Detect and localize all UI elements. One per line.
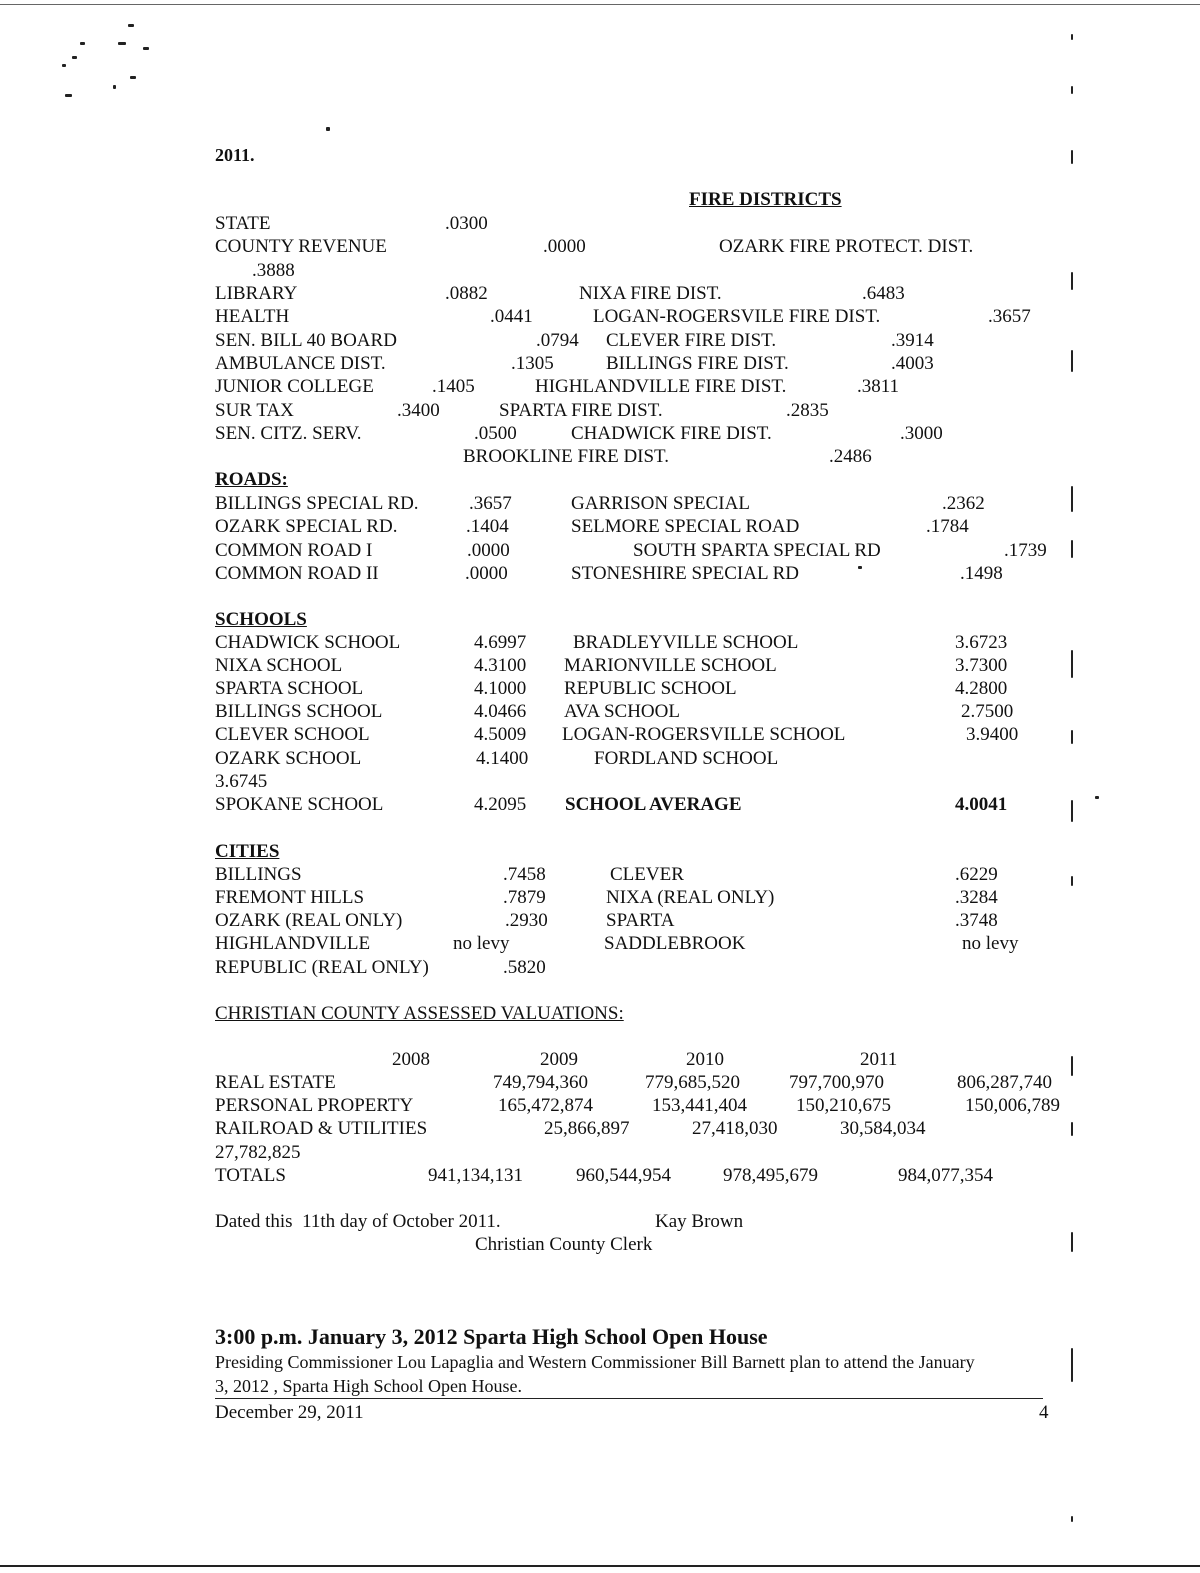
school-value: 3.6723 bbox=[955, 632, 1008, 653]
road-value: .0000 bbox=[465, 563, 508, 584]
road-value: .3657 bbox=[469, 493, 512, 514]
fire-district-value: .3914 bbox=[891, 330, 934, 351]
scan-edge-mark bbox=[1071, 1348, 1073, 1382]
scan-edge-mark bbox=[1071, 150, 1073, 164]
agenda-body-line: Presiding Commissioner Lou Lapaglia and Western Commissioner Bill Barnett plan to attend the January bbox=[215, 1352, 975, 1372]
scan-speck bbox=[62, 64, 66, 67]
city-value: .7879 bbox=[503, 887, 546, 908]
scan-edge-mark bbox=[1071, 272, 1073, 290]
levy-value: .0300 bbox=[445, 213, 488, 234]
school-label: OZARK SCHOOL bbox=[215, 748, 362, 769]
city-label: SPARTA bbox=[606, 910, 675, 931]
scan-bottom-edge bbox=[0, 1565, 1200, 1567]
road-value: .1784 bbox=[926, 516, 969, 537]
fire-district-label: NIXA FIRE DIST. bbox=[579, 283, 722, 304]
valuation-year: 2011 bbox=[860, 1049, 898, 1070]
scan-edge-mark bbox=[1071, 876, 1073, 886]
scan-edge-mark bbox=[1071, 730, 1073, 744]
levy-label: SEN. CITZ. SERV. bbox=[215, 423, 362, 444]
clerk-title: Christian County Clerk bbox=[475, 1234, 653, 1255]
levy-label: HEALTH bbox=[215, 306, 290, 327]
fire-district-label: SPARTA FIRE DIST. bbox=[499, 400, 663, 421]
city-value: .6229 bbox=[955, 864, 998, 885]
valuation-value: 153,441,404 bbox=[652, 1095, 747, 1116]
fire-district-value: .2835 bbox=[786, 400, 829, 421]
agenda-body-line: 3, 2012 , Sparta High School Open House. bbox=[215, 1376, 522, 1396]
road-value: .1498 bbox=[960, 563, 1003, 584]
valuation-value: 941,134,131 bbox=[428, 1165, 523, 1186]
dated-line: Dated this 11th day of October 2011. bbox=[215, 1211, 501, 1232]
road-label: COMMON ROAD II bbox=[215, 563, 379, 584]
valuation-label: TOTALS bbox=[215, 1165, 286, 1186]
valuation-label: PERSONAL PROPERTY bbox=[215, 1095, 414, 1116]
scan-speck bbox=[858, 566, 862, 569]
school-value: 4.5009 bbox=[474, 724, 527, 745]
scan-top-edge bbox=[0, 4, 1200, 5]
valuations-heading: CHRISTIAN COUNTY ASSESSED VALUATIONS: bbox=[215, 1003, 624, 1024]
scan-speck bbox=[118, 42, 126, 45]
valuation-year: 2008 bbox=[392, 1049, 430, 1070]
valuation-value: 779,685,520 bbox=[645, 1072, 740, 1093]
city-value: .2930 bbox=[505, 910, 548, 931]
road-value: .0000 bbox=[467, 540, 510, 561]
scan-speck bbox=[80, 42, 85, 45]
school-value: 3.7300 bbox=[955, 655, 1008, 676]
school-label: MARIONVILLE SCHOOL bbox=[564, 655, 777, 676]
school-value: 4.6997 bbox=[474, 632, 527, 653]
fire-district-label: CLEVER FIRE DIST. bbox=[606, 330, 777, 351]
valuation-value: 984,077,354 bbox=[898, 1165, 993, 1186]
valuation-value: 797,700,970 bbox=[789, 1072, 884, 1093]
city-label: NIXA (REAL ONLY) bbox=[606, 887, 775, 908]
road-value: .1404 bbox=[466, 516, 509, 537]
page-number: 4 bbox=[1039, 1402, 1049, 1423]
roads-heading: ROADS: bbox=[215, 469, 288, 490]
school-label: NIXA SCHOOL bbox=[215, 655, 343, 676]
school-label: BILLINGS SCHOOL bbox=[215, 701, 383, 722]
scan-speck bbox=[1095, 796, 1099, 799]
school-value: 3.9400 bbox=[966, 724, 1019, 745]
valuation-label: RAILROAD & UTILITIES bbox=[215, 1118, 428, 1139]
levy-label: COUNTY REVENUE bbox=[215, 236, 387, 257]
road-value: .2362 bbox=[942, 493, 985, 514]
levy-value: .1405 bbox=[432, 376, 475, 397]
scan-edge-mark bbox=[1071, 1232, 1073, 1252]
valuation-value: 150,006,789 bbox=[965, 1095, 1060, 1116]
levy-value: .1305 bbox=[511, 353, 554, 374]
school-label: SPARTA SCHOOL bbox=[215, 678, 364, 699]
school-label: CLEVER SCHOOL bbox=[215, 724, 370, 745]
scan-speck bbox=[130, 76, 136, 79]
valuation-value: 27,782,825 bbox=[215, 1142, 301, 1163]
road-label: SOUTH SPARTA SPECIAL RD bbox=[633, 540, 881, 561]
valuation-value: 960,544,954 bbox=[576, 1165, 671, 1186]
fire-district-value: .6483 bbox=[862, 283, 905, 304]
clerk-name: Kay Brown bbox=[655, 1211, 744, 1232]
scan-edge-mark bbox=[1071, 650, 1073, 678]
fire-district-label: BROOKLINE FIRE DIST. bbox=[463, 446, 670, 467]
fire-district-value: .2486 bbox=[829, 446, 872, 467]
scan-speck bbox=[326, 127, 330, 131]
schools-heading: SCHOOLS bbox=[215, 609, 307, 630]
levy-label: AMBULANCE DIST. bbox=[215, 353, 386, 374]
school-value: 4.1000 bbox=[474, 678, 527, 699]
fire-district-label: HIGHLANDVILLE FIRE DIST. bbox=[535, 376, 787, 397]
school-value: 4.0466 bbox=[474, 701, 527, 722]
valuation-value: 749,794,360 bbox=[493, 1072, 588, 1093]
scan-edge-mark bbox=[1071, 1056, 1073, 1076]
city-value: no levy bbox=[962, 933, 1019, 954]
road-label: GARRISON SPECIAL bbox=[571, 493, 750, 514]
footer-rule bbox=[215, 1398, 1043, 1399]
school-value: 4.2800 bbox=[955, 678, 1008, 699]
scan-speck bbox=[143, 47, 149, 50]
scan-edge-mark bbox=[1071, 800, 1073, 822]
city-label: CLEVER bbox=[610, 864, 684, 885]
scan-edge-mark bbox=[1071, 1122, 1073, 1136]
footer-date: December 29, 2011 bbox=[215, 1402, 364, 1423]
year-heading: 2011. bbox=[215, 145, 255, 165]
school-value: 4.2095 bbox=[474, 794, 527, 815]
levy-value: .0500 bbox=[474, 423, 517, 444]
valuation-value: 165,472,874 bbox=[498, 1095, 593, 1116]
city-value: .7458 bbox=[503, 864, 546, 885]
fire-district-value: .3888 bbox=[252, 260, 295, 281]
levy-label: LIBRARY bbox=[215, 283, 298, 304]
city-value: .3748 bbox=[955, 910, 998, 931]
city-value: no levy bbox=[453, 933, 510, 954]
school-average-label: SCHOOL AVERAGE bbox=[565, 794, 742, 815]
school-value: 4.1400 bbox=[476, 748, 529, 769]
school-label: REPUBLIC SCHOOL bbox=[564, 678, 737, 699]
school-label: BRADLEYVILLE SCHOOL bbox=[573, 632, 799, 653]
scan-speck bbox=[128, 24, 134, 27]
cities-heading: CITIES bbox=[215, 841, 280, 862]
school-label: CHADWICK SCHOOL bbox=[215, 632, 401, 653]
city-label: BILLINGS bbox=[215, 864, 302, 885]
fire-districts-heading: FIRE DISTRICTS bbox=[689, 189, 842, 210]
agenda-heading: 3:00 p.m. January 3, 2012 Sparta High School Open House bbox=[215, 1324, 768, 1349]
valuation-value: 25,866,897 bbox=[544, 1118, 630, 1139]
school-value: 3.6745 bbox=[215, 771, 268, 792]
valuation-value: 978,495,679 bbox=[723, 1165, 818, 1186]
city-label: FREMONT HILLS bbox=[215, 887, 365, 908]
school-label: SPOKANE SCHOOL bbox=[215, 794, 384, 815]
valuation-value: 27,418,030 bbox=[692, 1118, 778, 1139]
valuation-value: 806,287,740 bbox=[957, 1072, 1052, 1093]
fire-district-value: .4003 bbox=[891, 353, 934, 374]
fire-district-value: .3811 bbox=[857, 376, 900, 397]
levy-value: .0882 bbox=[445, 283, 488, 304]
school-label: FORDLAND SCHOOL bbox=[594, 748, 779, 769]
scan-edge-mark bbox=[1071, 540, 1073, 558]
fire-district-value: .3000 bbox=[900, 423, 943, 444]
road-label: SELMORE SPECIAL ROAD bbox=[571, 516, 800, 537]
scan-edge-mark bbox=[1071, 1516, 1073, 1522]
valuation-year: 2010 bbox=[686, 1049, 724, 1070]
scan-speck bbox=[113, 85, 116, 89]
road-value: .1739 bbox=[1004, 540, 1047, 561]
scan-speck bbox=[72, 56, 77, 59]
city-label: REPUBLIC (REAL ONLY) bbox=[215, 957, 429, 978]
school-value: 2.7500 bbox=[961, 701, 1014, 722]
city-value: .5820 bbox=[503, 957, 546, 978]
levy-value: .0441 bbox=[490, 306, 533, 327]
levy-label: STATE bbox=[215, 213, 271, 234]
scan-edge-mark bbox=[1071, 86, 1073, 94]
scan-speck bbox=[65, 94, 72, 97]
levy-label: SEN. BILL 40 BOARD bbox=[215, 330, 397, 351]
road-label: BILLINGS SPECIAL RD. bbox=[215, 493, 419, 514]
fire-district-value: .3657 bbox=[988, 306, 1031, 327]
scan-edge-mark bbox=[1071, 486, 1073, 512]
road-label: OZARK SPECIAL RD. bbox=[215, 516, 398, 537]
scan-edge-mark bbox=[1071, 350, 1073, 372]
levy-label: SUR TAX bbox=[215, 400, 294, 421]
fire-district-label: LOGAN-ROGERSVILE FIRE DIST. bbox=[593, 306, 881, 327]
levy-label: JUNIOR COLLEGE bbox=[215, 376, 374, 397]
city-label: SADDLEBROOK bbox=[604, 933, 746, 954]
school-label: AVA SCHOOL bbox=[564, 701, 680, 722]
valuation-year: 2009 bbox=[540, 1049, 578, 1070]
levy-value: .0000 bbox=[543, 236, 586, 257]
fire-district-label: BILLINGS FIRE DIST. bbox=[606, 353, 789, 374]
fire-district-label: CHADWICK FIRE DIST. bbox=[571, 423, 772, 444]
valuation-value: 30,584,034 bbox=[840, 1118, 926, 1139]
school-label: LOGAN-ROGERSVILLE SCHOOL bbox=[562, 724, 846, 745]
school-average-value: 4.0041 bbox=[955, 794, 1008, 815]
levy-value: .0794 bbox=[536, 330, 579, 351]
levy-value: .3400 bbox=[397, 400, 440, 421]
scan-edge-mark bbox=[1071, 34, 1073, 40]
city-value: .3284 bbox=[955, 887, 998, 908]
fire-district-label: OZARK FIRE PROTECT. DIST. bbox=[719, 236, 974, 257]
road-label: COMMON ROAD I bbox=[215, 540, 373, 561]
city-label: OZARK (REAL ONLY) bbox=[215, 910, 403, 931]
valuation-value: 150,210,675 bbox=[796, 1095, 891, 1116]
valuation-label: REAL ESTATE bbox=[215, 1072, 336, 1093]
school-value: 4.3100 bbox=[474, 655, 527, 676]
city-label: HIGHLANDVILLE bbox=[215, 933, 371, 954]
road-label: STONESHIRE SPECIAL RD bbox=[571, 563, 800, 584]
